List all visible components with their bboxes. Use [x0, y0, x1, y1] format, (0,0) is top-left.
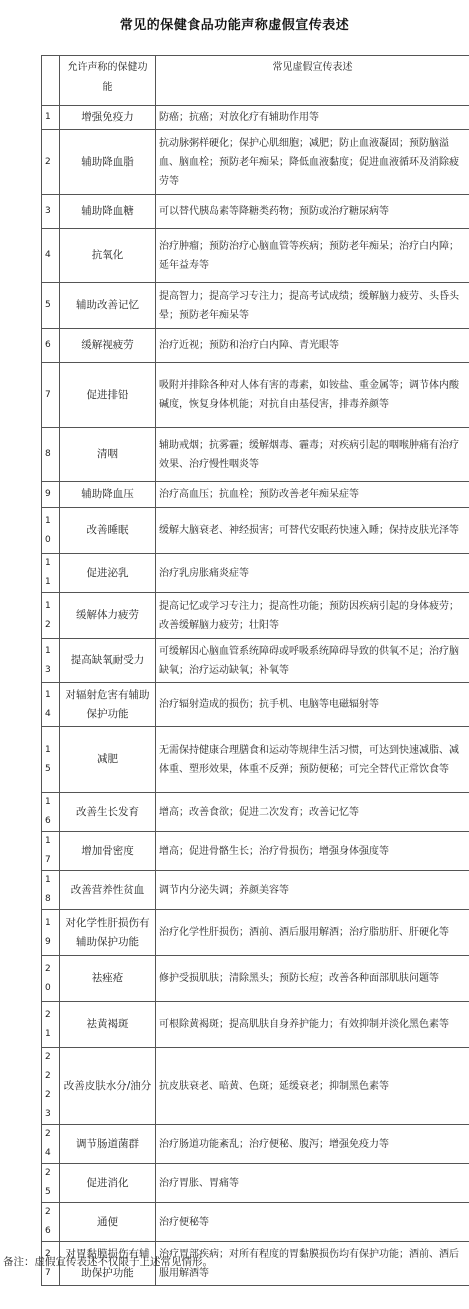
row-number: 27 [42, 1242, 60, 1286]
row-number: 22 23 [42, 1048, 60, 1125]
false-claim-description: 治疗便秘等 [156, 1203, 469, 1242]
function-claim: 改善皮肤水分/油分 [60, 1048, 156, 1125]
row-number: 18 [42, 871, 60, 910]
false-claim-description: 治疗近视；预防和治疗白内障、青光眼等 [156, 329, 469, 363]
function-claim: 缓解体力疲劳 [60, 593, 156, 639]
table-row [42, 793, 469, 832]
row-number: 17 [42, 832, 60, 871]
false-claim-description: 治疗辐射造成的损伤；抗手机、电脑等电磁辐射等 [156, 683, 469, 727]
row-number: 6 [42, 329, 60, 363]
false-claim-description: 修护受损肌肤；清除黑头；预防长痘；改善各种面部肌肤问题等 [156, 956, 469, 1002]
table-row [42, 683, 469, 727]
row-number: 12 [42, 593, 60, 639]
function-claim: 祛痤疮 [60, 956, 156, 1002]
table-row [42, 1125, 469, 1164]
function-claim: 对胃黏膜损伤有辅助保护功能 [60, 1242, 156, 1286]
row-number: 4 [42, 229, 60, 283]
table-row [42, 956, 469, 1002]
function-claim: 辅助降血脂 [60, 130, 156, 195]
function-claim: 调节肠道菌群 [60, 1125, 156, 1164]
function-claim: 辅助降血糖 [60, 195, 156, 229]
header-function: 允许声称的保健功能 [60, 56, 156, 106]
false-claim-description: 提高智力；提高学习专注力；提高考试成绩；缓解脑力疲劳、头昏头晕；预防老年痴呆等 [156, 283, 469, 329]
false-claim-description: 缓解大脑衰老、神经损害；可替代安眠药快速入睡；保持皮肤光泽等 [156, 508, 469, 554]
function-claim: 促进泌乳 [60, 554, 156, 593]
table-row [42, 832, 469, 871]
table-row [42, 329, 469, 363]
row-number: 11 [42, 554, 60, 593]
function-claim: 增加骨密度 [60, 832, 156, 871]
row-number: 24 [42, 1125, 60, 1164]
row-number: 20 [42, 956, 60, 1002]
row-number: 15 [42, 727, 60, 793]
row-number: 8 [42, 428, 60, 482]
function-claim: 对辐射危害有辅助保护功能 [60, 683, 156, 727]
function-claim: 清咽 [60, 428, 156, 482]
function-claim: 缓解视疲劳 [60, 329, 156, 363]
function-claim: 促进消化 [60, 1164, 156, 1203]
row-number: 2 [42, 130, 60, 195]
table-body [42, 106, 469, 1286]
false-claim-description: 可根除黄褐斑；提高肌肤自身养护能力；有效抑制并淡化黑色素等 [156, 1002, 469, 1048]
table-header-row [42, 56, 469, 106]
row-number: 26 [42, 1203, 60, 1242]
false-claim-description: 调节内分泌失调；养颜美容等 [156, 871, 469, 910]
function-claim: 增强免疫力 [60, 106, 156, 130]
false-claim-description: 抗皮肤衰老、暗黄、色斑；延缓衰老；抑制黑色素等 [156, 1048, 469, 1125]
false-claim-description: 可以替代胰岛素等降糖类药物；预防或治疗糖尿病等 [156, 195, 469, 229]
false-claim-description: 辅助戒烟；抗雾霾；缓解烟毒、霾毒；对疾病引起的咽喉肿痛有治疗效果、治疗慢性咽炎等 [156, 428, 469, 482]
false-claim-description: 增高；促进骨骼生长；治疗骨损伤；增强身体强度等 [156, 832, 469, 871]
false-claim-description: 防癌；抗癌；对放化疗有辅助作用等 [156, 106, 469, 130]
function-claim: 改善生长发育 [60, 793, 156, 832]
table-row [42, 554, 469, 593]
table-row [42, 508, 469, 554]
function-claim: 提高缺氧耐受力 [60, 639, 156, 683]
table-row [42, 428, 469, 482]
table-row [42, 283, 469, 329]
table-row [42, 106, 469, 130]
row-number: 9 [42, 482, 60, 508]
table-row [42, 229, 469, 283]
row-number: 21 [42, 1002, 60, 1048]
table-row [42, 482, 469, 508]
false-claim-description: 治疗胃部疾病；对所有程度的胃黏膜损伤均有保护功能；酒前、酒后服用解酒等 [156, 1242, 469, 1286]
table-row [42, 363, 469, 428]
false-claim-description: 治疗胃胀、胃痛等 [156, 1164, 469, 1203]
claims-table [41, 55, 469, 1286]
false-claim-description: 吸附并排除各种对人体有害的毒素，如铵盐、重金属等；调节体内酸碱度，恢复身体机能；对抗自由基侵害，排毒养颜等 [156, 363, 469, 428]
row-number: 3 [42, 195, 60, 229]
function-claim: 辅助降血压 [60, 482, 156, 508]
false-claim-description: 治疗化学性肝损伤；酒前、酒后服用解酒；治疗脂肪肝、肝硬化等 [156, 910, 469, 956]
table-row [42, 1164, 469, 1203]
false-claim-description: 可缓解因心脑血管系统障碍或呼吸系统障碍导致的供氧不足；治疗脑缺氧；治疗运动缺氧；补氧等 [156, 639, 469, 683]
row-number: 1 [42, 106, 60, 130]
table-row [42, 130, 469, 195]
false-claim-description: 增高；改善食欲；促进二次发育；改善记忆等 [156, 793, 469, 832]
function-claim: 祛黄褐斑 [60, 1002, 156, 1048]
header-description: 常见虚假宣传表述 [156, 56, 469, 106]
false-claim-description: 治疗肠道功能紊乱；治疗便秘、腹泻；增强免疫力等 [156, 1125, 469, 1164]
function-claim: 对化学性肝损伤有辅助保护功能 [60, 910, 156, 956]
row-number: 10 [42, 508, 60, 554]
function-claim: 促进排铅 [60, 363, 156, 428]
row-number: 19 [42, 910, 60, 956]
function-claim: 减肥 [60, 727, 156, 793]
footnote: 备注：虚假宣传表述不仅限于上述常见情形。 [3, 1256, 213, 1268]
row-number: 14 [42, 683, 60, 727]
table-row [42, 1048, 469, 1125]
table-row [42, 195, 469, 229]
row-number: 16 [42, 793, 60, 832]
false-claim-description: 治疗肿瘤；预防治疗心脑血管等疾病；预防老年痴呆；治疗白内障；延年益寿等 [156, 229, 469, 283]
page-title: 常见的保健食品功能声称虚假宣传表述 [119, 18, 350, 33]
function-claim: 辅助改善记忆 [60, 283, 156, 329]
false-claim-description: 提高记忆或学习专注力；提高性功能；预防因疾病引起的身体疲劳；改善缓解脑力疲劳；壮阳等 [156, 593, 469, 639]
function-claim: 改善营养性贫血 [60, 871, 156, 910]
false-claim-description: 治疗乳房胀痛炎症等 [156, 554, 469, 593]
false-claim-description: 治疗高血压；抗血栓；预防改善老年痴呆症等 [156, 482, 469, 508]
row-number: 7 [42, 363, 60, 428]
table-row [42, 593, 469, 639]
function-claim: 抗氧化 [60, 229, 156, 283]
row-number: 5 [42, 283, 60, 329]
false-claim-description: 无需保持健康合理膳食和运动等规律生活习惯，可达到快速减脂、减体重、塑形效果，体重不反弹；预防便秘；可完全替代正常饮食等 [156, 727, 469, 793]
function-claim: 通便 [60, 1203, 156, 1242]
table-row [42, 1203, 469, 1242]
header-index-cell [42, 56, 60, 106]
false-claim-description: 抗动脉粥样硬化；保护心肌细胞；减肥；防止血液凝固；预防脑溢血、脑血栓；预防老年痴呆；降低血液黏度；促进血液循环及消除疲劳等 [156, 130, 469, 195]
table-row [42, 871, 469, 910]
table-row [42, 727, 469, 793]
row-number: 13 [42, 639, 60, 683]
row-number: 25 [42, 1164, 60, 1203]
table-row [42, 910, 469, 956]
function-claim: 改善睡眠 [60, 508, 156, 554]
table-row [42, 639, 469, 683]
table-row [42, 1002, 469, 1048]
